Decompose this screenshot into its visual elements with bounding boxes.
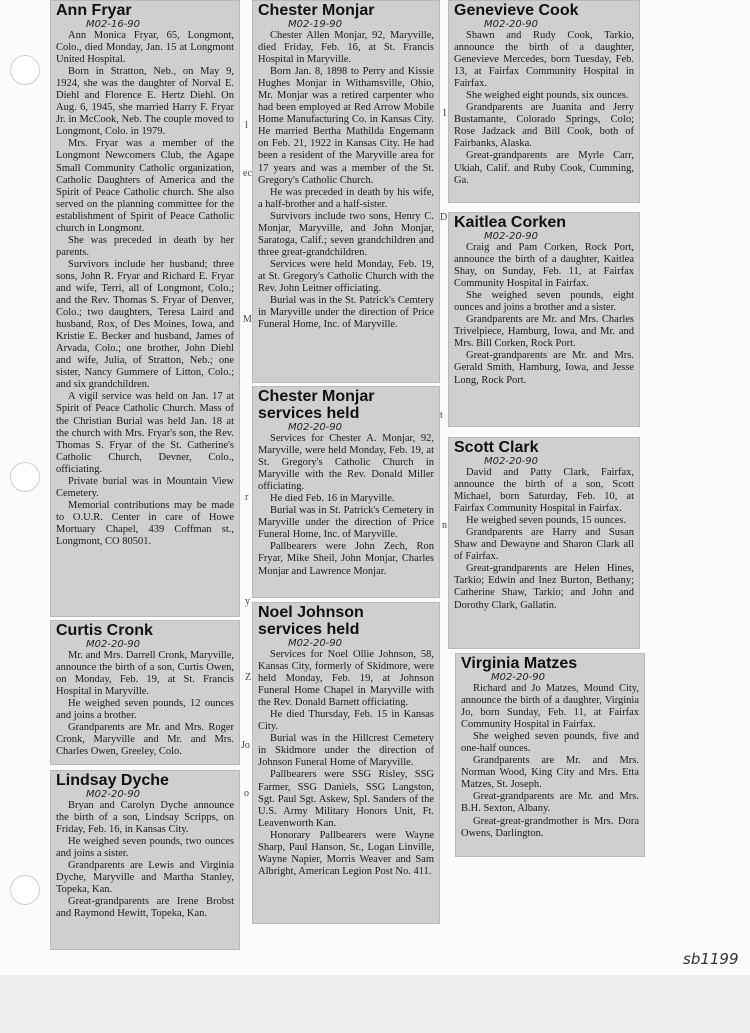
paragraph: Richard and Jo Matzes, Mound City, announce the birth of a daughter, Virginia Jo, born Sunday, Feb. 11, at Fairfax Community Hospital in Fairfax.: [461, 683, 639, 731]
headline: Genevieve Cook: [454, 2, 579, 19]
headline-line-2: services held: [258, 621, 360, 638]
paragraph: Great-grandparents are Helen Hines, Tarkio; Edwin and Inez Burton, Bethany; Catherine Shaw, Tarkio; and John and Dorothy Clark, Gallatin.: [454, 563, 634, 611]
paragraph: Great-grandparents are Mr. and Mrs. Gerald Smith, Hamburg, Iowa, and Jesse Long, Rock Port.: [454, 350, 634, 386]
clipping-ann-fryar: [50, 0, 240, 617]
paragraph: He was preceded in death by his wife, a half-brother and a half-sister.: [258, 186, 434, 210]
handwritten-note: M02-19-90: [288, 19, 343, 30]
paragraph: Great-grandparents are Irene Brobst and Raymond Hewitt, Topeka, Kan.: [56, 896, 234, 920]
clipping-curtis-cronk: [50, 620, 240, 765]
margin-mark: M: [243, 314, 252, 325]
handwritten-note: M02-20-90: [288, 638, 343, 649]
paragraph: Grandparents are Mr. and Mrs. Roger Cronk, Maryville and Mr. and Mrs. Charles Owen, Greeley, Colo.: [56, 722, 234, 758]
paragraph: Pallbearers were SSG Risley, SSG Farmer, SSG Daniels, SSG Langston, Sgt. Paul Sgt. Askew, Spl. Sanders of the U.S. Army Military Honors Unit, Ft. Leavenworth Kan.: [258, 769, 434, 829]
handwritten-note: M02-20-90: [484, 456, 539, 467]
paragraph: Grandparents are Mr. and Mrs. Norman Wood, King City and Mrs. Etta Matzes, St. Joseph.: [461, 755, 639, 791]
paragraph: Bryan and Carolyn Dyche announce the birth of a son, Lindsay Scripps, on Friday, Feb. 16, in Kansas City.: [56, 800, 234, 836]
handwritten-note: M02-20-90: [288, 422, 343, 433]
headline: Lindsay Dyche: [56, 772, 169, 789]
paragraph: A vigil service was held on Jan. 17 at Spirit of Peace Catholic Church. Mass of the Christian Burial was held Jan. 18 at the church with Mrs. Fryar's son, the Rev. Thomas S. Fryar of the St. Catherine's Catholic Church, Devner, Colo., officiating.: [56, 391, 234, 475]
paragraph: Great-grandparents are Mr. and Mrs. B.H. Sexton, Albany.: [461, 791, 639, 815]
paragraph: Grandparents are Mr. and Mrs. Charles Trivelpiece, Hamburg, Iowa, and Mr. and Mrs. Bill Corken, Rock Port.: [454, 314, 634, 350]
headline-line-1: Chester Monjar: [258, 388, 375, 405]
paragraph: She was preceded in death by her parents.: [56, 234, 234, 258]
headline-line-2: services held: [258, 405, 360, 422]
paragraph: Great-grandparents are Myrle Carr, Ukiah, Calif. and Ruby Cook, Cumming, Ga.: [454, 150, 634, 186]
punch-hole: [10, 875, 40, 905]
paragraph: Survivors include her husband; three sons, John R. Fryar and Richard E. Fryar and wife, Terri, all of Longmont, Colo.; and the Rev. Thomas S. Fryar of Denver, Colo.; two daughters, Teresa Laird and husband, Rox, of Des Moines, Iowa, and Kristie E. Becker and husband, James of Arvada, Colo.; one brother, John Diehl and wife, Julia, of Stratton, Neb.; one sister, Nancy Gummere of Litton, Colo.; and six grandchildren.: [56, 258, 234, 391]
margin-mark: y: [245, 596, 250, 607]
handwritten-note: M02-20-90: [484, 231, 539, 242]
paragraph: Great-great-grandmother is Mrs. Dora Owens, Darlington.: [461, 815, 639, 839]
clipping-scott-clark: [448, 437, 640, 649]
handwritten-note: M02-20-90: [86, 789, 141, 800]
paragraph: Services for Chester A. Monjar, 92, Maryville, were held Monday, Feb. 19, at St. Gregory's Catholic Church in Maryville with the Rev. Donald Miller officiating.: [258, 433, 434, 493]
headline-line-1: Noel Johnson: [258, 604, 364, 621]
handwritten-note: M02-20-90: [491, 672, 546, 683]
clipping-chester-monjar: [252, 0, 440, 383]
paragraph: Memorial contributions may be made to O.U.R. Center in care of Howe Mortuary Chapel, 439 Coffman st., Longmont, CO 80501.: [56, 499, 234, 547]
paragraph: He died Feb. 16 in Maryville.: [270, 493, 395, 505]
paragraph: Grandparents are Harry and Susan Shaw and Dewayne and Sharon Clark all of Fairfax.: [454, 527, 634, 563]
paragraph: Born Jan. 8, 1898 to Perry and Kissie Hughes Monjar in Withamsville, Ohio, Mr. Monjar was a retired carpenter who had been employed at Red Arrow Mobile Home Manufacturing Co. in Kansas City. He married Bertha Mathilda Engemann on Feb. 21, 1922 in Kansas City. He had been a resident of the Maryville area for 17 years and was a member of the St. Gregory's Catholic Church.: [258, 66, 434, 186]
scanner-bed: [0, 975, 750, 1033]
paragraph: He weighed seven pounds, 15 ounces.: [466, 515, 627, 527]
paragraph: Grandparents are Juanita and Jerry Bustamante, Colorado Springs, Colo; Rose Jadzack and Bill Cook, both of Fairbanks, Alaska.: [454, 102, 634, 150]
headline: Curtis Cronk: [56, 622, 153, 639]
margin-mark: I: [443, 108, 447, 119]
paragraph: David and Patty Clark, Fairfax, announce the birth of a son, Scott Michael, born Saturday, Feb. 10, at Fairfax Community Hospital in Fairfax.: [454, 467, 634, 515]
paragraph: She weighed seven pounds, five and one-half ounces.: [461, 731, 639, 755]
margin-mark: l: [245, 120, 248, 131]
paragraph: Shawn and Rudy Cook, Tarkio, announce the birth of a daughter, Genevieve Mercedes, born Tuesday, Feb. 13, at Fairfax Community Hospital in Fairfax.: [454, 30, 634, 90]
punch-hole: [10, 462, 40, 492]
archive-stamp: sb1199: [683, 950, 739, 968]
handwritten-note: M02-16-90: [86, 19, 141, 30]
paragraph: He weighed seven pounds, two ounces and joins a sister.: [56, 836, 234, 860]
paragraph: She weighed eight pounds, six ounces.: [466, 90, 629, 102]
paragraph: Services for Noel Ollie Johnson, 58, Kansas City, formerly of Skidmore, were held Monday, Feb. 19, at Johnson Funeral Home Chapel in Maryville with the Rev. Donald Barnett officiating.: [258, 649, 434, 709]
paragraph: Pallbearers were John Zech, Ron Fryar, Mike Sheil, John Monjar, Charles Monjar and Lawrence Monjar.: [258, 541, 434, 577]
paragraph: Mrs. Fryar was a member of the Longmont Newcomers Club, the Agape Small Community Catholic organization, Catholic Daughters of America and the Spirit of Peace Catholic church. She also served on the planning committee for the establishment of Spirit of Peace Catholic church in Longmont.: [56, 138, 234, 234]
clipping-virginia-matzes: [455, 653, 645, 857]
paragraph: Honorary Pallbearers were Wayne Sharp, Paul Hanson, Sr., Logan Linville, Wayne Napier, Morris Weaver and Sam Albright, American Legion Post No. 411.: [258, 829, 434, 877]
margin-mark: D: [440, 212, 448, 223]
margin-mark: r: [245, 492, 249, 503]
handwritten-note: M02-20-90: [484, 19, 539, 30]
paragraph: Ann Monica Fryar, 65, Longmont, Colo., died Monday, Jan. 15 at Longmont United Hospital.: [56, 30, 234, 66]
clipping-noel-johnson: [252, 602, 440, 924]
paragraph: Services were held Monday, Feb. 19, at St. Gregory's Catholic Church with the Rev. John Leitner officiating.: [258, 258, 434, 294]
paragraph: Private burial was in Mountain View Cemetery.: [56, 475, 234, 499]
headline: Scott Clark: [454, 439, 539, 456]
paragraph: Burial was in St. Patrick's Cemetery in Maryville under the direction of Price Funeral Home, Inc. of Maryville.: [258, 505, 434, 541]
clipping-kaitlea-corken: [448, 212, 640, 427]
paragraph: Craig and Pam Corken, Rock Port, announce the birth of a daughter, Kaitlea Shay, on Sunday, Feb. 11, at Fairfax Community Hospital in Fairfax.: [454, 242, 634, 290]
headline: Virginia Matzes: [461, 655, 578, 672]
headline: Chester Monjar: [258, 2, 375, 19]
headline: Ann Fryar: [56, 2, 132, 19]
paragraph: Grandparents are Lewis and Virginia Dyche, Maryville and Martha Stanley, Topeka, Kan.: [56, 860, 234, 896]
paragraph: Chester Allen Monjar, 92, Maryville, died Friday, Feb. 16, at St. Francis Hospital in Maryville.: [258, 30, 434, 66]
paragraph: Survivors include two sons, Henry C. Monjar, Maryville, and John Monjar, Saratoga, Calif.; seven grandchildren and three great-grandchildren.: [258, 210, 434, 258]
margin-mark: ec: [243, 168, 252, 179]
paragraph: Burial was in the St. Patrick's Cemtery in Maryville under the direction of Price Funeral Home, Inc. of Maryville.: [258, 295, 434, 331]
margin-mark: Z: [245, 672, 252, 683]
clipping-chester-monjar-services: [252, 386, 440, 598]
paragraph: He died Thursday, Feb. 15 in Kansas City.: [258, 709, 434, 733]
punch-hole: [10, 55, 40, 85]
clipping-lindsay-dyche: [50, 770, 240, 950]
margin-mark: t: [440, 410, 443, 421]
paragraph: Mr. and Mrs. Darrell Cronk, Maryville, announce the birth of a son, Curtis Owen, on Monday, Feb. 19, at St. Francis Hospital in Maryville.: [56, 650, 234, 698]
margin-mark: Jo: [241, 740, 250, 751]
paragraph: He weighed seven pounds, 12 ounces and joins a brother.: [56, 698, 234, 722]
headline: Kaitlea Corken: [454, 214, 567, 231]
paragraph: She weighed seven pounds, eight ounces and joins a brother and a sister.: [454, 290, 634, 314]
margin-mark: n: [442, 520, 447, 531]
clipping-genevieve-cook: [448, 0, 640, 203]
paragraph: Burial was in the Hillcrest Cemetery in Skidmore under the direction of Johnson Funeral Home of Maryville.: [258, 733, 434, 769]
paragraph: Born in Stratton, Neb., on May 9, 1924, she was the daughter of Norval E. Diehl and Florence E. Hertz Diehl. On Aug. 6, 1945, she married Harry F. Fryar Jr. in McCook, Neb. The couple moved to Longmont, Colo. in 1979.: [56, 66, 234, 138]
margin-mark: o: [244, 788, 249, 799]
handwritten-note: M02-20-90: [86, 639, 141, 650]
